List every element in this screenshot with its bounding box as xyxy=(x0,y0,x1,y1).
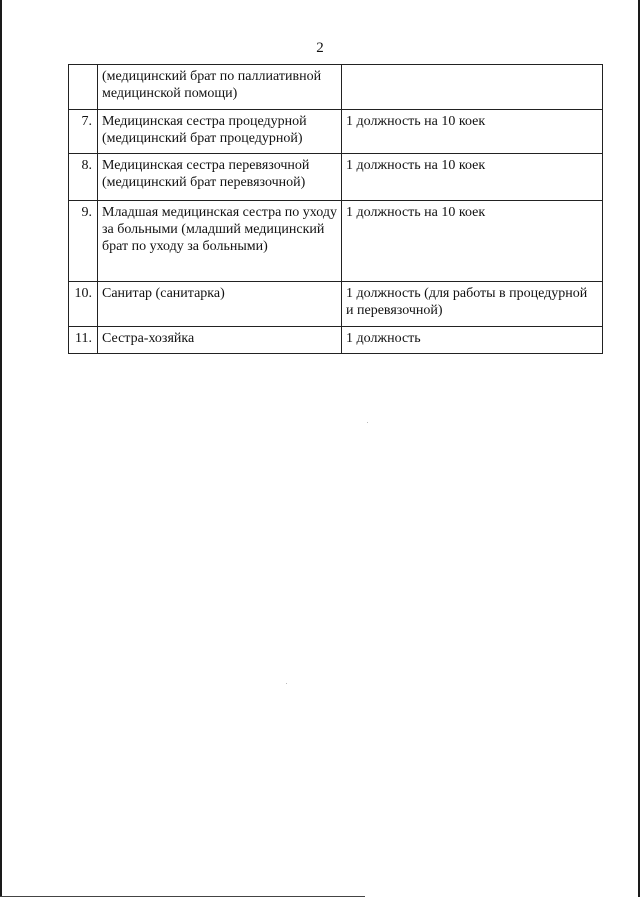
row-number: 8. xyxy=(69,154,98,201)
row-number: 10. xyxy=(69,282,98,327)
position-title: Медицинская сестра процедурной (медицинский брат процедурной) xyxy=(98,110,342,154)
staffing-norm: 1 должность xyxy=(342,327,603,354)
scan-speck xyxy=(286,683,287,684)
position-title: Сестра-хозяйка xyxy=(98,327,342,354)
row-number: 7. xyxy=(69,110,98,154)
table-row xyxy=(69,327,603,354)
position-title: Санитар (санитарка) xyxy=(98,282,342,327)
position-title: Медицинская сестра перевязочной (медицинский брат перевязочной) xyxy=(98,154,342,201)
scan-speck xyxy=(367,422,368,423)
staffing-norm: 1 должность на 10 коек xyxy=(342,154,603,201)
row-number xyxy=(69,65,98,110)
staffing-norm: 1 должность на 10 коек xyxy=(342,110,603,154)
staffing-norm xyxy=(342,65,603,110)
table-row xyxy=(69,154,603,201)
page-number: 2 xyxy=(316,40,324,56)
row-number: 9. xyxy=(69,201,98,282)
table-row xyxy=(69,65,603,110)
position-title: Младшая медицинская сестра по уходу за больными (младший медицинский брат по уходу за больными) xyxy=(98,201,342,282)
table-row xyxy=(69,110,603,154)
staffing-norm: 1 должность (для работы в процедурной и перевязочной) xyxy=(342,282,603,327)
position-title: (медицинский брат по паллиативной медицинской помощи) xyxy=(98,65,342,110)
table-row xyxy=(69,201,603,282)
row-number: 11. xyxy=(69,327,98,354)
table-row xyxy=(69,282,603,327)
staffing-norm: 1 должность на 10 коек xyxy=(342,201,603,282)
staffing-table xyxy=(68,64,603,354)
